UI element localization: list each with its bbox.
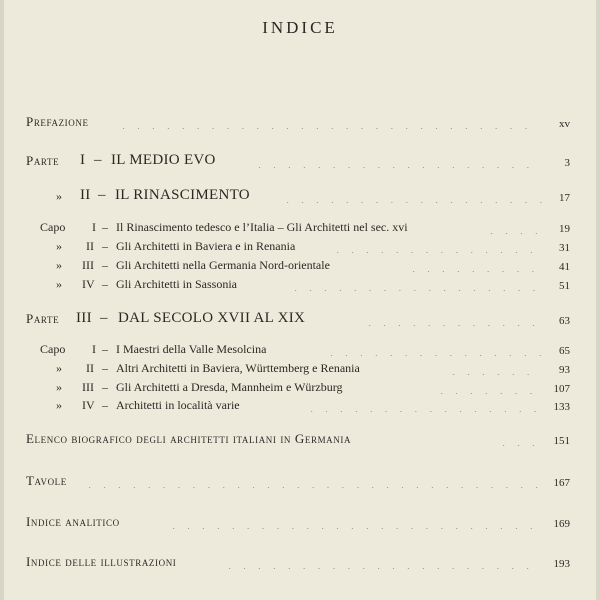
chapter-number: II	[86, 361, 94, 375]
leader-dots	[228, 565, 542, 569]
page-number: 3	[564, 157, 570, 169]
page-number: xv	[559, 118, 570, 130]
dash: –	[102, 398, 108, 412]
entry-label: Tavole	[26, 473, 67, 488]
part-number: III	[76, 310, 92, 326]
toc-entry-capo-3	[4, 256, 596, 274]
chapter-title: Gli Architetti in Sassonia	[116, 277, 237, 291]
toc-entry-prefazione	[4, 113, 596, 131]
dash: –	[94, 152, 102, 168]
leader-dots	[336, 249, 542, 253]
leader-dots	[286, 199, 542, 203]
part-label: Parte	[26, 153, 60, 168]
chapter-number: I	[92, 342, 96, 356]
leader-dots	[88, 484, 542, 488]
entry-label: Indice analitico	[26, 514, 120, 529]
page-number: 169	[553, 518, 570, 530]
entry-label: Prefazione	[26, 114, 89, 129]
chapter-title: Gli Architetti nella Germania Nord-orientale	[116, 258, 330, 272]
dash: –	[102, 380, 108, 394]
ditto-mark: »	[56, 258, 62, 272]
leader-dots	[330, 352, 542, 356]
ditto-mark: »	[56, 239, 62, 253]
toc-entry-capo-1b	[4, 340, 596, 358]
entry-label: Elenco biografico degli architetti italiani in Germania	[26, 431, 352, 446]
page-number: 17	[559, 192, 570, 204]
leader-dots	[258, 164, 542, 168]
toc-entry-capo-4b	[4, 396, 596, 414]
part-title: DAL SECOLO XVII AL XIX	[118, 310, 306, 326]
ditto-mark: »	[56, 189, 62, 203]
toc-entry-indice-analitico	[4, 513, 596, 531]
dash: –	[102, 258, 108, 272]
page-number: 41	[559, 261, 570, 273]
leader-dots	[412, 268, 542, 272]
dash: –	[102, 239, 108, 253]
leader-dots	[452, 371, 542, 375]
page-number: 193	[553, 558, 570, 570]
dash: –	[102, 220, 108, 234]
page-title: INDICE	[262, 18, 338, 37]
leader-dots	[294, 287, 542, 291]
dash: –	[102, 277, 108, 291]
page-number: 65	[559, 345, 570, 357]
dash: –	[102, 361, 108, 375]
chapter-label: Capo	[40, 342, 66, 356]
toc-entry-indice-illustrazioni	[4, 553, 596, 571]
page-number: 63	[559, 315, 570, 327]
page-number: 107	[553, 383, 570, 395]
toc-entry-capo-2	[4, 237, 596, 255]
ditto-mark: »	[56, 398, 62, 412]
dash: –	[102, 342, 108, 356]
part-number: I	[80, 152, 86, 168]
toc-entry-capo-2b	[4, 359, 596, 377]
part-title: IL RINASCIMENTO	[115, 187, 250, 203]
dash: –	[98, 187, 106, 203]
ditto-mark: »	[56, 277, 62, 291]
toc-entry-capo-4	[4, 275, 596, 293]
leader-dots	[440, 390, 542, 394]
toc-entry-tavole	[4, 472, 596, 490]
chapter-number: III	[82, 380, 94, 394]
toc-entry-elenco	[4, 430, 596, 448]
dash: –	[100, 310, 108, 326]
part-label: Parte	[26, 311, 60, 326]
chapter-title: I Maestri della Valle Mesolcina	[116, 342, 267, 356]
part-number: II	[80, 187, 91, 203]
toc-entry-parte-3	[4, 310, 596, 328]
chapter-number: IV	[82, 398, 95, 412]
chapter-number: II	[86, 239, 94, 253]
leader-dots	[172, 525, 542, 529]
leader-dots	[490, 230, 542, 234]
page-number: 31	[559, 242, 570, 254]
chapter-title: Il Rinascimento tedesco e l’Italia – Gli Architetti nel sec. xvi	[116, 220, 408, 234]
part-title: IL MEDIO EVO	[111, 152, 216, 168]
page-number: 167	[553, 477, 570, 489]
chapter-title: Gli Architetti a Dresda, Mannheim e Würzburg	[116, 380, 343, 394]
toc-entry-capo-3b	[4, 378, 596, 396]
toc-entry-capo-1	[4, 218, 596, 236]
leader-dots	[368, 322, 542, 326]
ditto-mark: »	[56, 361, 62, 375]
toc-entry-parte-1	[4, 152, 596, 170]
chapter-number: III	[82, 258, 94, 272]
page-number: 19	[559, 223, 570, 235]
chapter-title: Gli Architetti in Baviera e in Renania	[116, 239, 296, 253]
entry-label: Indice delle illustrazioni	[26, 554, 177, 569]
book-page	[4, 0, 596, 600]
ditto-mark: »	[56, 380, 62, 394]
page-number: 51	[559, 280, 570, 292]
page-number: 133	[553, 401, 570, 413]
chapter-title: Architetti in località varie	[116, 398, 240, 412]
leader-dots	[310, 408, 542, 412]
chapter-number: IV	[82, 277, 95, 291]
chapter-title: Altri Architetti in Baviera, Württemberg e Renania	[116, 361, 360, 375]
toc-entry-parte-2	[4, 187, 596, 205]
leader-dots	[502, 442, 542, 446]
leader-dots	[122, 125, 538, 129]
chapter-label: Capo	[40, 220, 66, 234]
chapter-number: I	[92, 220, 96, 234]
page-number: 93	[559, 364, 570, 376]
page-number: 151	[553, 435, 570, 447]
